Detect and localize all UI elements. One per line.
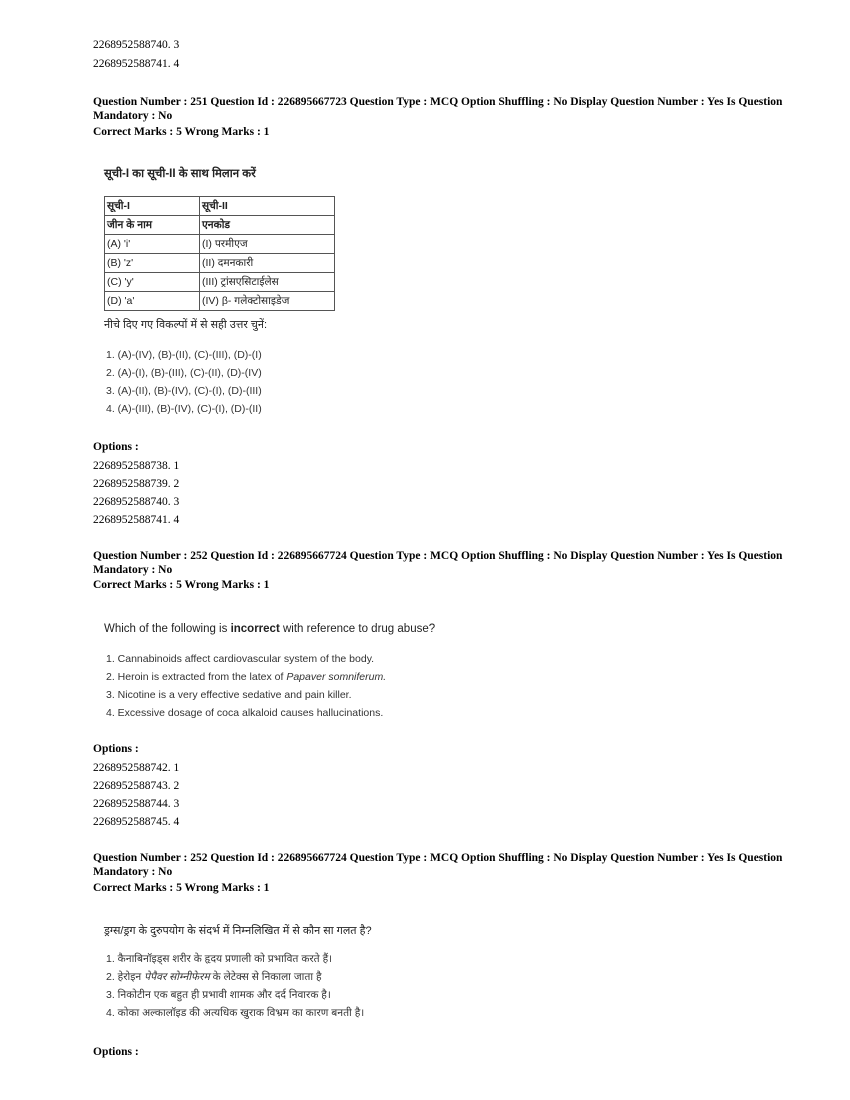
question-choose-text: नीचे दिए गए विकल्पों में से सही उत्तर चुनें: [104, 319, 268, 331]
answer-item: 2. (A)-(I), (B)-(III), (C)-(II), (D)-(IV) [106, 367, 262, 379]
table-cell: (III) ट्रांसएसिटाईलेस [200, 273, 335, 292]
table-row [105, 235, 335, 254]
question-text [104, 622, 435, 636]
option-line: 2268952588745. 4 [93, 816, 180, 828]
answer-item: 1. (A)-(IV), (B)-(II), (C)-(III), (D)-(I) [106, 349, 262, 361]
option-line: 2268952588739. 2 [93, 478, 180, 490]
answer-item: 4. Excessive dosage of coca alkaloid causes hallucinations. [106, 707, 384, 719]
option-line: 2268952588744. 3 [93, 798, 180, 810]
table-cell: जीन के नाम [105, 216, 200, 235]
table-row [105, 292, 335, 311]
answer-text-part: 2. हेरोइन [106, 971, 145, 983]
table-header-row [105, 197, 335, 216]
table-cell: (C) 'y' [105, 273, 200, 292]
question-marks: Correct Marks : 5 Wrong Marks : 1 [93, 126, 270, 138]
matching-table [104, 196, 335, 311]
options-label: Options : [93, 441, 139, 453]
option-line: 2268952588743. 2 [93, 780, 180, 792]
question-meta: Question Number : 252 Question Id : 226895667724 Question Type : MCQ Option Shuffling : No Display Question Number : Yes Is Question Mandatory : No [93, 852, 783, 878]
answer-item: 1. कैनाबिनॉइड्स शरीर के हृदय प्रणाली को प्रभावित करते हैं। [106, 953, 333, 965]
table-row [105, 254, 335, 273]
options-label: Options : [93, 743, 139, 755]
table-cell: (I) परमीएज [200, 235, 335, 254]
table-cell: सूची-II [200, 197, 335, 216]
table-cell: (B) 'z' [105, 254, 200, 273]
question-text-emphasis: incorrect [230, 623, 280, 635]
answer-text-italic: Papaver somniferum. [286, 671, 387, 683]
table-header-row [105, 216, 335, 235]
question-meta: Question Number : 252 Question Id : 226895667724 Question Type : MCQ Option Shuffling : No Display Question Number : Yes Is Question Mandatory : No [93, 550, 783, 576]
options-label: Options : [93, 1046, 139, 1058]
table-cell: (IV) β- गलेक्टोसाइडेज [200, 292, 335, 311]
table-row [105, 273, 335, 292]
option-line: 2268952588741. 4 [93, 58, 180, 70]
answer-list [106, 950, 364, 1022]
table-cell: (A) 'i' [105, 235, 200, 254]
answer-text-part: के लेटेक्स से निकाला जाता है [209, 971, 322, 983]
question-text-part: with reference to drug abuse? [279, 623, 436, 635]
answer-list [106, 346, 262, 418]
option-line: 2268952588741. 4 [93, 514, 180, 526]
table-cell: (II) दमनकारी [200, 254, 335, 273]
option-line: 2268952588740. 3 [93, 39, 180, 51]
answer-item: 3. निकोटीन एक बहुत ही प्रभावी शामक और दर्द निवारक है। [106, 989, 331, 1001]
answer-item [106, 668, 386, 686]
answer-item: 4. कोका अल्कालॉइड की अत्यधिक खुराक विभ्रम का कारण बनती है। [106, 1007, 365, 1019]
option-line: 2268952588738. 1 [93, 460, 180, 472]
answer-item: 3. Nicotine is a very effective sedative and pain killer. [106, 689, 352, 701]
table-cell: (D) 'a' [105, 292, 200, 311]
question-marks: Correct Marks : 5 Wrong Marks : 1 [93, 882, 270, 894]
table-cell: सूची-I [105, 197, 200, 216]
question-marks: Correct Marks : 5 Wrong Marks : 1 [93, 579, 270, 591]
option-line: 2268952588742. 1 [93, 762, 180, 774]
question-text: ड्रग्स/ड्रग के दुरुपयोग के संदर्भ में निम्नलिखित में से कौन सा गलत है? [104, 925, 372, 937]
question-instruction: सूची-I का सूची-II के साथ मिलान करें [104, 168, 256, 180]
answer-item: 1. Cannabinoids affect cardiovascular system of the body. [106, 653, 375, 665]
option-line: 2268952588740. 3 [93, 496, 180, 508]
answer-list [106, 650, 386, 722]
answer-text-part: 2. Heroin is extracted from the latex of [106, 671, 287, 683]
answer-item: 4. (A)-(III), (B)-(IV), (C)-(I), (D)-(II) [106, 403, 262, 415]
answer-item: 3. (A)-(II), (B)-(IV), (C)-(I), (D)-(III) [106, 385, 262, 397]
table-cell: एनकोड [200, 216, 335, 235]
answer-text-italic: पेपैवर सोम्नीफेरम [144, 971, 210, 983]
answer-item [106, 968, 364, 986]
question-text-part: Which of the following is [104, 623, 231, 635]
question-meta: Question Number : 251 Question Id : 226895667723 Question Type : MCQ Option Shuffling : No Display Question Number : Yes Is Question Mandatory : No [93, 96, 783, 122]
